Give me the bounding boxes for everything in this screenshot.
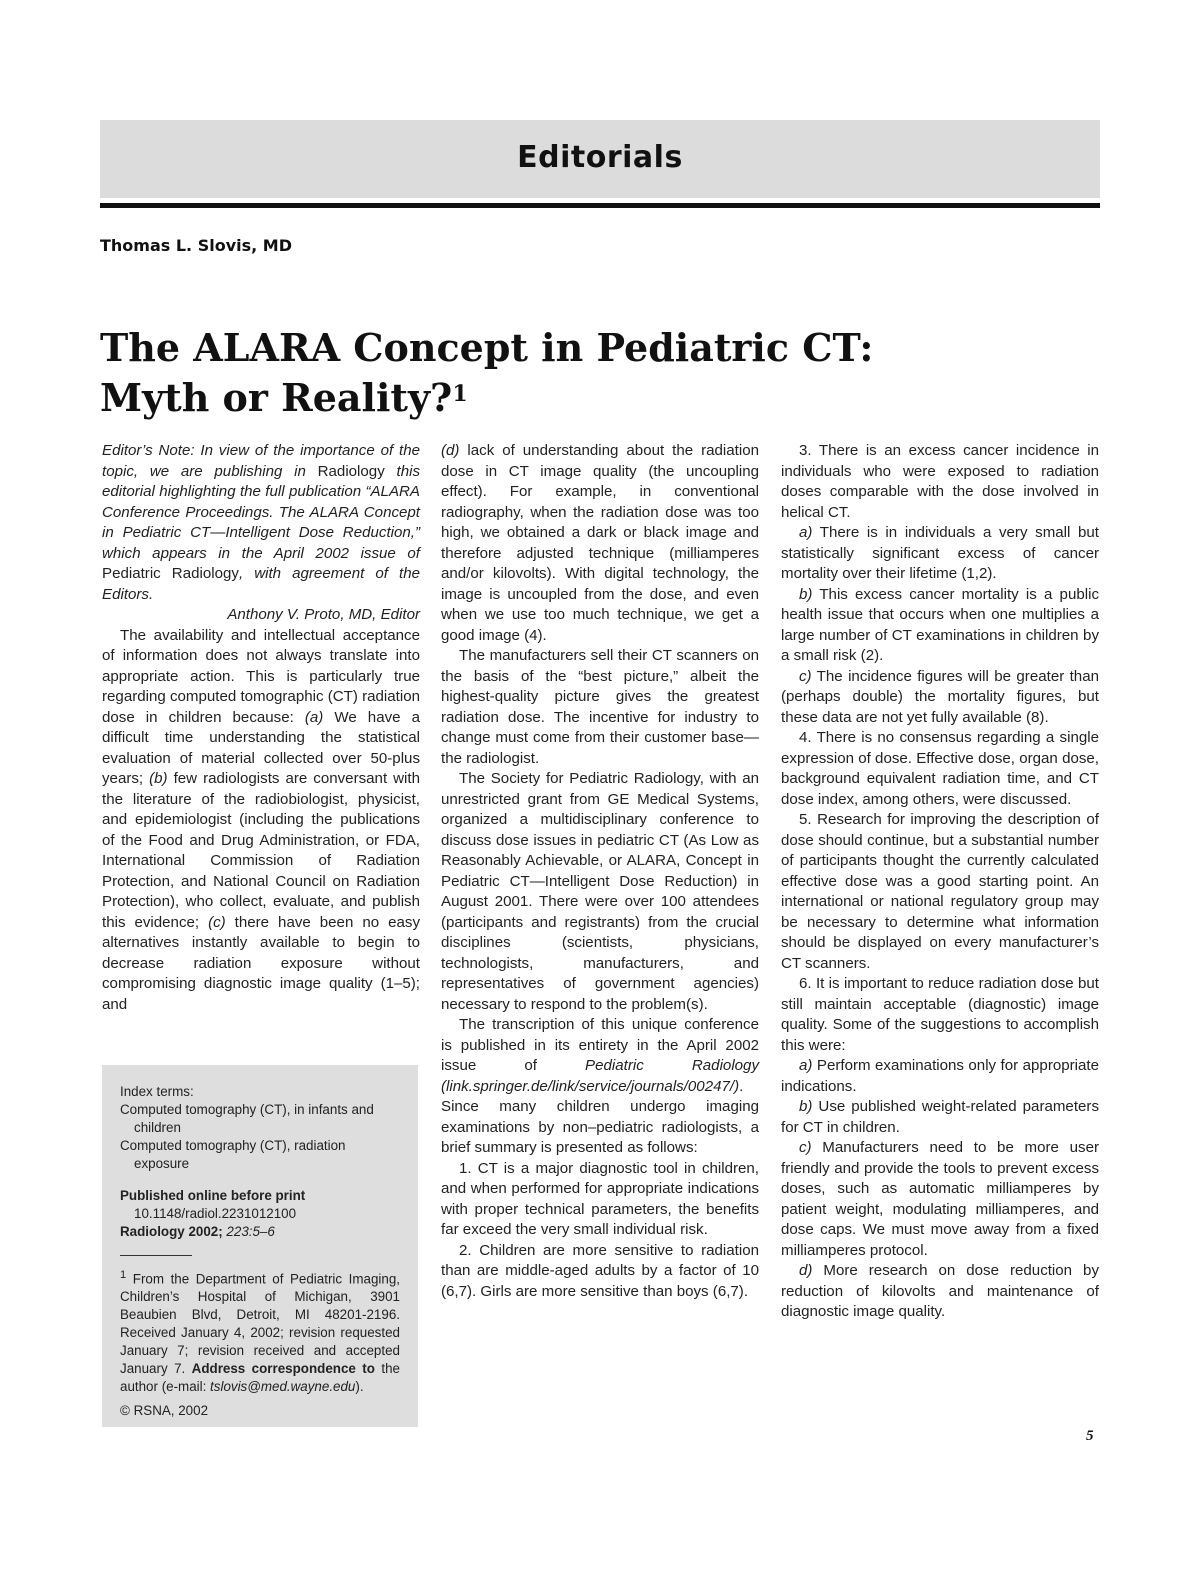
point-3a [781,523,1099,585]
intro-text-1: The availability and intellectual acceptance of information does not always translate into appropriate action. This is particularly true regarding computed tomographic (CT) radiation dose in children because: [102,626,420,726]
editors-note-part1: Editor’s Note: In view of the importance of the topic, we are publishing in [102,442,420,480]
editors-note-journal1: Radiology [317,462,385,480]
column-2 [441,441,759,1302]
intro-text-3: few radiologists are conversant with the literature of the radiobiologist, physicist, and epidemiologist (including the publications of the Food and Drug Administration, or FDA, International Commission of Radiation Protection, and National Council on Radiation Protection), who collect, evaluate, and publish this evidence; [102,770,420,931]
point-6b [781,1097,1099,1138]
address-label: Address correspondence to [191,1361,375,1377]
transcription-text-1: The transcription of this unique conference is published in its entirety in the April 2002 issue of [441,1016,759,1074]
editors-note [102,441,420,605]
point-3b [781,585,1099,667]
point-2: 2. Children are more sensitive to radiation than are middle-aged adults by a factor of 10 (6,7). Girls are more sensitive than boys (6,7). [441,1241,759,1300]
journal-name: Radiology 2002; [120,1224,223,1239]
author-email-link[interactable]: tslovis@med.wayne.edu [210,1379,356,1395]
intro-paragraph [102,626,420,1016]
journal-citation [120,1223,400,1241]
footnote-text: From the Department of Pediatric Imaging, Children’s Hospital of Michigan, 3901 Beaubien Blvd, Detroit, MI 48201-2196. Received January 4, 2002; revision requested January 7; revision received and accepted January 7. [120,1271,400,1377]
doi: 10.1148/radiol.2231012100 [134,1206,297,1221]
title-footnote-marker: 1 [452,381,468,407]
column-1 [102,441,420,1015]
point-6c-label: c) [799,1139,812,1156]
index-terms-label: Index terms: [120,1084,194,1099]
point-4: 4. There is no consensus regarding a single expression of dose. Effective dose, organ dose, background equivalent radiation time, and CT dose index, among others, were discussed. [781,729,1099,808]
index-term: Computed tomography (CT), radiation exposure [120,1138,346,1171]
point-3c-label: c) [799,667,812,685]
article-title [100,323,1000,423]
editors-note-part2: this editorial highlighting the full publication “ALARA Conference Proceedings. The ALARA Concept in Pediatric CT—Intelligent Dose Reduction,” which appears in the April 2002 issue of [102,462,420,562]
section-title: Editorials [517,140,683,175]
index-term: Computed tomography (CT), in infants and children [120,1102,374,1135]
point-6b-text: Use published weight-related parameters for CT in children. [781,1098,1099,1136]
point-6d-text: More research on dose reduction by reduction of kilovolts and maintenance of diagnostic image quality. [781,1262,1099,1320]
title-line-1: The ALARA Concept in Pediatric CT: [100,325,874,370]
intro-marker-a: (a) [304,708,324,726]
transcription-paragraph [441,1015,759,1159]
editor-signoff: Anthony V. Proto, MD, Editor [227,606,420,623]
point-6c [781,1138,1099,1261]
transcription-url: (link.springer.de/link/service/journals/00247/) [441,1077,740,1095]
page-number: 5 [1086,1428,1094,1444]
intro-text-2: We have a difficult time understanding the statistical evaluation of material collected over 50-plus years; [102,708,420,787]
author-name: Thomas L. Slovis, MD [100,236,292,255]
copyright: © RSNA, 2002 [120,1403,209,1419]
address-text: the author (e-mail: [120,1361,400,1395]
editors-note-part3: , with agreement of the Editors. [102,565,421,603]
address-end: ). [355,1379,364,1395]
transcription-journal: Pediatric Radiology [585,1057,760,1074]
transcription-text-2: . Since many children undergo imaging examinations by non–pediatric radiologists, a brief summary is presented as follows: [441,1077,759,1156]
footnote-marker: 1 [120,1269,127,1281]
journal-volume-pages: 223:5–6 [222,1224,275,1239]
column-3 [781,441,1099,1323]
intro-marker-d: (d) [441,442,460,459]
intro-text-4: there have been no easy alternatives instantly available to begin to decrease radiation exposure without compromising diagnostic image quality (1–5); and [102,913,420,1013]
point-3a-label: a) [799,524,813,541]
point-6c-text: Manufacturers need to be more user friendly and provide the tools to prevent excess doses, such as automatic milliamperes by patient weight, modulating milliamperes, and dose caps. We must move away from a fixed milliamperes protocol. [781,1139,1099,1259]
manufacturers-paragraph: The manufacturers sell their CT scanners on the basis of the “best picture,” albeit the highest-quality picture gives the greatest radiation dose. The incentive for industry to change must come from their customer base—the radiologist. [441,647,759,767]
footnote-rule [120,1255,192,1256]
published-label: Published online before print [120,1188,306,1203]
intro-text-5: lack of understanding about the radiation dose in CT image quality (the uncoupling effect). For example, in conventional radiography, when the radiation dose was too high, we obtained a dark or black image and therefore adjusted technique (milliamperes and/or kilovolts). With digital technology, the image is uncoupled from the dose, and even when we use too much technique, we get a good image (4). [441,442,759,644]
point-6d-label: d) [799,1262,813,1279]
affiliation-footnote [120,1266,400,1396]
section-rule [100,203,1100,208]
intro-marker-c: (c) [208,913,226,931]
point-6b-label: b) [799,1098,813,1115]
point-3b-text: This excess cancer mortality is a public health issue that occurs when one multiplies a large number of CT examinations in children by a small risk (2). [781,585,1099,664]
point-6d [781,1261,1099,1323]
point-3c-text: The incidence figures will be greater than (perhaps double) the mortality figures, but these data are not yet fully available (8). [781,667,1099,726]
society-paragraph: The Society for Pediatric Radiology, with an unrestricted grant from GE Medical Systems, organized a multidisciplinary conference to discuss dose issues in pediatric CT (As Low as Reasonably Achievable, or ALARA, Concept in Pediatric CT—Intelligent Dose Reduction) in August 2001. There were over 100 attendees (participants and registrants) from the crucial disciplines (scientists, physicians, technologists, manufacturers, and representatives of government agencies) necessary to respond to the problem(s). [441,770,759,1013]
point-1: 1. CT is a major diagnostic tool in children, and when performed for appropriate indications with proper technical parameters, the benefits far exceed the very small individual risk. [441,1159,759,1238]
point-5: 5. Research for improving the description of dose should continue, but a substantial number of participants thought the currently calculated effective dose was a good starting point. An international or national regulatory group may be necessary to determine what information should be displayed on every manufacturer’s CT scanners. [781,811,1099,972]
point-6a [781,1056,1099,1097]
point-3: 3. There is an excess cancer incidence in individuals who were exposed to radiation doses comparable with the dose involved in helical CT. [781,442,1099,521]
intro-marker-b: (b) [149,770,168,787]
point-6: 6. It is important to reduce radiation dose but still maintain acceptable (diagnostic) image quality. Some of the suggestions to accomplish this were: [781,975,1099,1054]
editors-note-journal2: Pediatric Radiology [102,565,239,582]
point-6a-text: Perform examinations only for appropriate indications. [781,1057,1099,1095]
point-3b-label: b) [799,585,813,603]
point-3c [781,667,1099,729]
point-3a-text: There is in individuals a very small but statistically significant excess of cancer mortality over their lifetime (1,2). [781,524,1099,582]
title-line-2: Myth or Reality? [100,375,453,420]
point-6a-label: a) [799,1057,813,1074]
article-info-box [102,1065,418,1427]
intro-paragraph-continued [441,441,759,646]
